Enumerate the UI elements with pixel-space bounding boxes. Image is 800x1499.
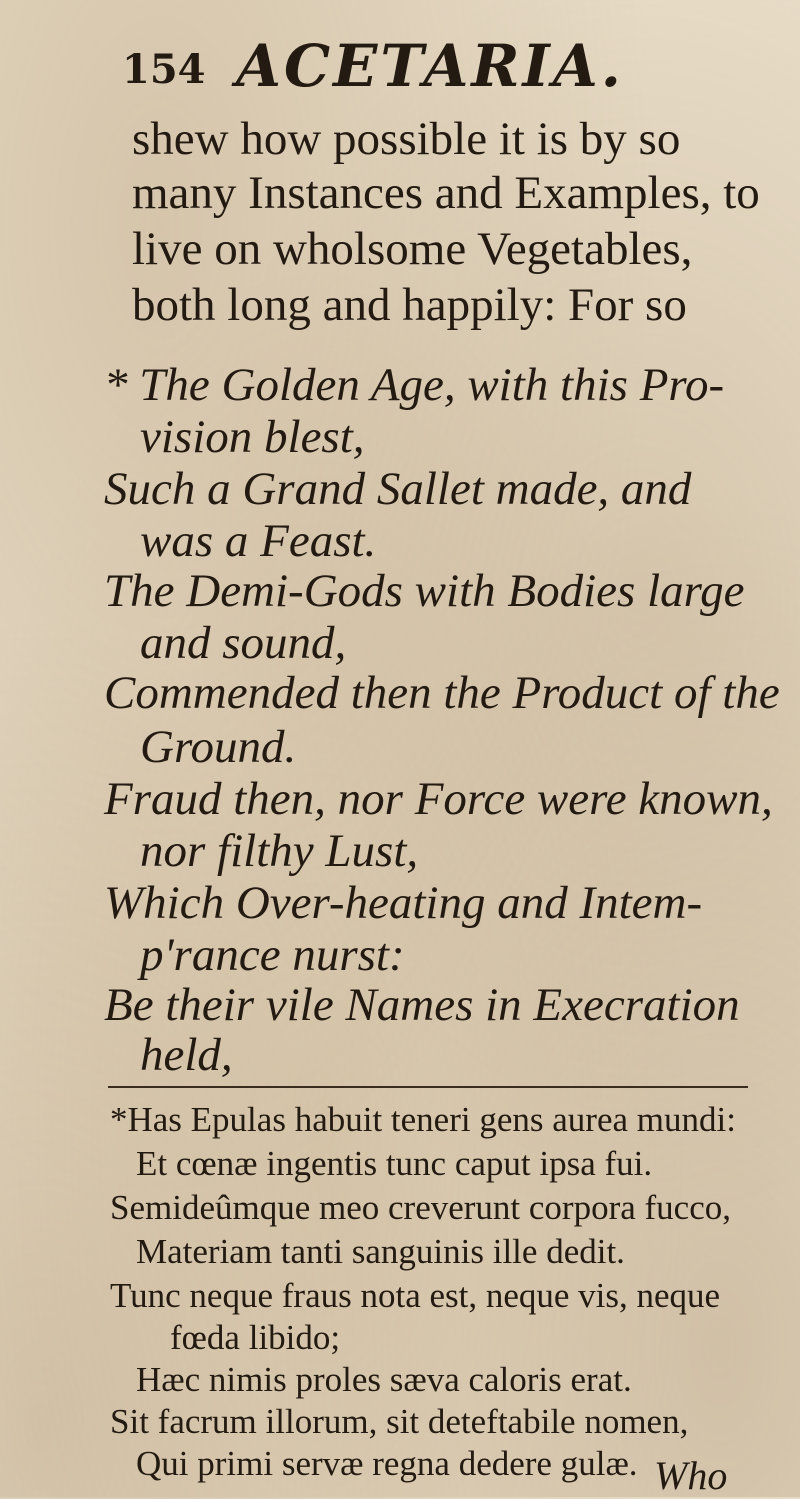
intro-line: shew how possible it is by so [132, 113, 681, 165]
latin-line: Hæc nimis proles sæva caloris erat. [136, 1360, 632, 1399]
verse-line: vision blest, [140, 411, 365, 463]
intro-line: both long and happily: For so [132, 279, 687, 331]
verse-line: nor filthy Lust, [140, 825, 419, 877]
verse-line: Which Over-heating and Intem- [104, 877, 703, 929]
verse-line: Be their vile Names in Execration [104, 979, 740, 1031]
verse-line: Ground. [140, 721, 297, 773]
verse-line: held, [140, 1029, 233, 1081]
latin-line: Qui primi servæ regna dedere gulæ. [136, 1444, 638, 1483]
footnote-divider [108, 1086, 748, 1088]
latin-line: Semideûmque meo creverunt corpora fucco, [110, 1188, 731, 1227]
latin-line: *Has Epulas habuit teneri gens aurea mundi: [110, 1100, 736, 1139]
running-title: ACETARIA. [236, 32, 624, 100]
verse-line: Commended then the Product of the [104, 667, 780, 719]
verse-line: * The Golden Age, with this Pro- [104, 359, 725, 411]
verse-line: and sound, [140, 617, 347, 669]
verse-line: Such a Grand Sallet made, and [104, 463, 692, 515]
page-number: 154 [122, 46, 206, 93]
latin-line: Tunc neque fraus nota est, neque vis, neque [110, 1276, 721, 1315]
verse-line: p'rance nurst: [140, 929, 405, 981]
catchword: Who [654, 1453, 728, 1498]
latin-line: Materiam tanti sanguinis ille dedit. [136, 1232, 625, 1271]
intro-line: live on wholsome Vegetables, [132, 223, 693, 275]
latin-line: Sit facrum illorum, sit deteftabile nomen, [110, 1402, 689, 1441]
verse-line: was a Feast. [140, 515, 377, 567]
verse-line: Fraud then, nor Force were known, [104, 773, 773, 825]
verse-line: The Demi-Gods with Bodies large [104, 565, 745, 617]
page-header [100, 28, 700, 108]
latin-line: Et cœnæ ingentis tunc caput ipsa fui. [136, 1144, 653, 1183]
latin-line: fœda libido; [170, 1318, 341, 1357]
intro-line: many Instances and Examples, to [132, 167, 760, 219]
